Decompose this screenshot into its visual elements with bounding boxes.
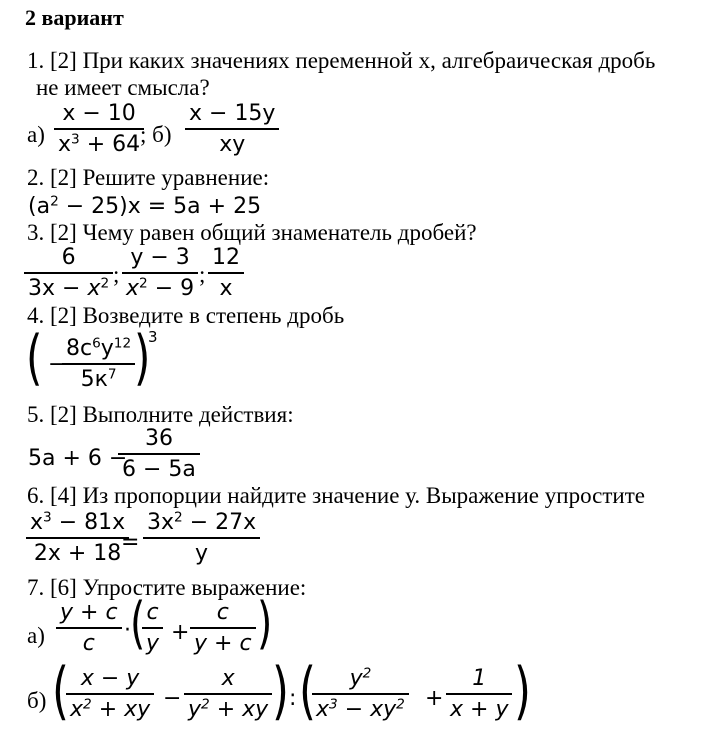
task5-fraction: [118, 428, 200, 481]
task3-f1-numerator: 6: [61, 245, 76, 270]
task3-sep2: ;: [199, 262, 206, 287]
task1-fraction-a: [54, 103, 144, 156]
left-paren: (: [130, 591, 146, 656]
task7-a-f3-denominator: y + c: [194, 631, 252, 656]
task1-a-label: а): [27, 122, 45, 147]
task1-separator: ; б): [140, 122, 172, 147]
right-paren: ): [272, 654, 289, 727]
left-paren: (: [52, 654, 69, 727]
fraction-bar: [143, 537, 260, 539]
fraction-bar: [118, 453, 200, 455]
task6-equals: =: [121, 530, 140, 555]
fraction-bar: [66, 693, 154, 695]
task4-text: 4. [2] Возведите в степень дробь: [27, 303, 345, 328]
task3-fraction-2: [122, 247, 198, 300]
task1-text-line2: не имеет смысла?: [36, 75, 210, 100]
task5-denominator: 6 − 5а: [122, 457, 196, 482]
task3-sep1: ;: [113, 262, 120, 287]
left-paren: (: [299, 654, 316, 727]
task7-a-f2-denominator: y: [146, 631, 160, 656]
task2-text: 2. [2] Решите уравнение:: [27, 165, 270, 190]
task5-text: 5. [2] Выполните действия:: [27, 402, 294, 427]
right-paren: ): [514, 654, 531, 727]
right-paren: ): [257, 591, 273, 656]
task6-fraction-left: [26, 509, 129, 566]
task7-b-f1-denominator: $x^2$ + xy: [70, 696, 151, 722]
task6-right-numerator: $3х^2 - 27х$: [147, 509, 257, 535]
task7-b-f1-numerator: x − y: [80, 666, 140, 691]
task4-fraction: [62, 335, 135, 392]
task3-f3-numerator: 12: [212, 245, 240, 270]
fraction-bar: [185, 128, 279, 130]
task7-b-f4-numerator: 1: [472, 666, 487, 691]
task3-f3-denominator: х: [219, 276, 233, 301]
task6-fraction-right: [143, 509, 260, 566]
task3-text: 3. [2] Чему равен общий знаменатель дробей?: [27, 220, 477, 245]
task7-b-plus: +: [425, 686, 444, 711]
task7-a-fraction-2: [142, 602, 163, 655]
left-paren: (: [26, 323, 43, 393]
task3-f2-denominator: $x^2 - 9$: [126, 275, 195, 301]
task7-b-f4-denominator: x + y: [450, 697, 509, 722]
fraction-bar: [184, 693, 272, 695]
fraction-bar: [122, 272, 198, 274]
fraction-bar: [142, 627, 163, 629]
task3-f2-numerator: у − 3: [130, 245, 190, 270]
task7-a-f1-numerator: y + c: [60, 600, 118, 625]
task7-a-fraction-3: [190, 602, 256, 655]
task1-a-denominator: $х^3 + 64$: [58, 131, 141, 157]
task1-b-denominator: ху: [219, 132, 246, 157]
task5-lhs: 5а + 6 −: [28, 446, 128, 471]
task4-numerator: $8с^6у^{12}$: [66, 335, 132, 361]
task7-b-f2-denominator: $y^2$ + xy: [188, 696, 269, 722]
task7-text: 7. [6] Упростите выражение:: [27, 575, 307, 600]
fraction-bar: [208, 272, 244, 274]
task3-fraction-3: [208, 247, 244, 300]
task1-a-numerator: х − 10: [62, 101, 136, 126]
task7-b-f2-numerator: x: [221, 666, 235, 691]
task1-b-numerator: х − 15у: [189, 101, 276, 126]
task4-minus: −: [48, 352, 67, 377]
task7-a-f3-numerator: c: [216, 600, 229, 625]
task7-b-minus: −: [163, 686, 182, 711]
task4-denominator: $5к^7$: [80, 366, 117, 392]
fraction-bar: [446, 693, 512, 695]
task3-f1-denominator: $3х - x^2$: [28, 275, 110, 301]
task7-b-label: б): [27, 688, 47, 713]
fraction-bar: [62, 363, 135, 365]
task2-equation: $(а^2 - 25)х = 5а + 25$: [28, 193, 262, 219]
task1-fraction-b: [185, 103, 279, 156]
task7-b-fraction-2: [184, 668, 272, 721]
task1-text-line1: 1. [2] При каких значениях переменной х, алгебраическая дробь: [27, 48, 656, 73]
task7-a-label: а): [27, 623, 45, 648]
task7-a-plus: +: [171, 620, 190, 645]
task6-left-numerator: $х^3 - 81х$: [30, 509, 126, 535]
fraction-bar: [190, 627, 256, 629]
fraction-bar: [312, 693, 409, 695]
fraction-bar: [56, 627, 122, 629]
task7-b-fraction-4: [446, 668, 512, 721]
task7-a-f1-denominator: c: [82, 631, 95, 656]
right-paren: ): [134, 323, 151, 393]
fraction-bar: [24, 272, 113, 274]
task7-a-f2-numerator: c: [146, 600, 159, 625]
fraction-bar: [54, 128, 144, 130]
task7-a-fraction-1: [56, 602, 122, 655]
fraction-bar: [26, 537, 129, 539]
task7-a-dot: ·: [124, 618, 131, 643]
task7-b-f3-numerator: $y^2$: [349, 665, 372, 691]
task3-fraction-1: [24, 247, 113, 300]
task6-left-denominator: 2х + 18: [33, 541, 122, 566]
task7-b-f3-denominator: $x^3 - xy^2$: [316, 696, 405, 722]
task7-b-divide: :: [289, 686, 297, 711]
task7-b-fraction-3: [312, 665, 409, 722]
task5-numerator: 36: [144, 426, 173, 451]
task6-text: 6. [4] Из пропорции найдите значение у. Выражение упростите: [27, 483, 645, 508]
task7-b-fraction-1: [66, 668, 154, 721]
task4-power: 3: [148, 328, 158, 346]
task6-right-denominator: у: [195, 541, 209, 566]
variant-title: 2 вариант: [25, 5, 124, 30]
